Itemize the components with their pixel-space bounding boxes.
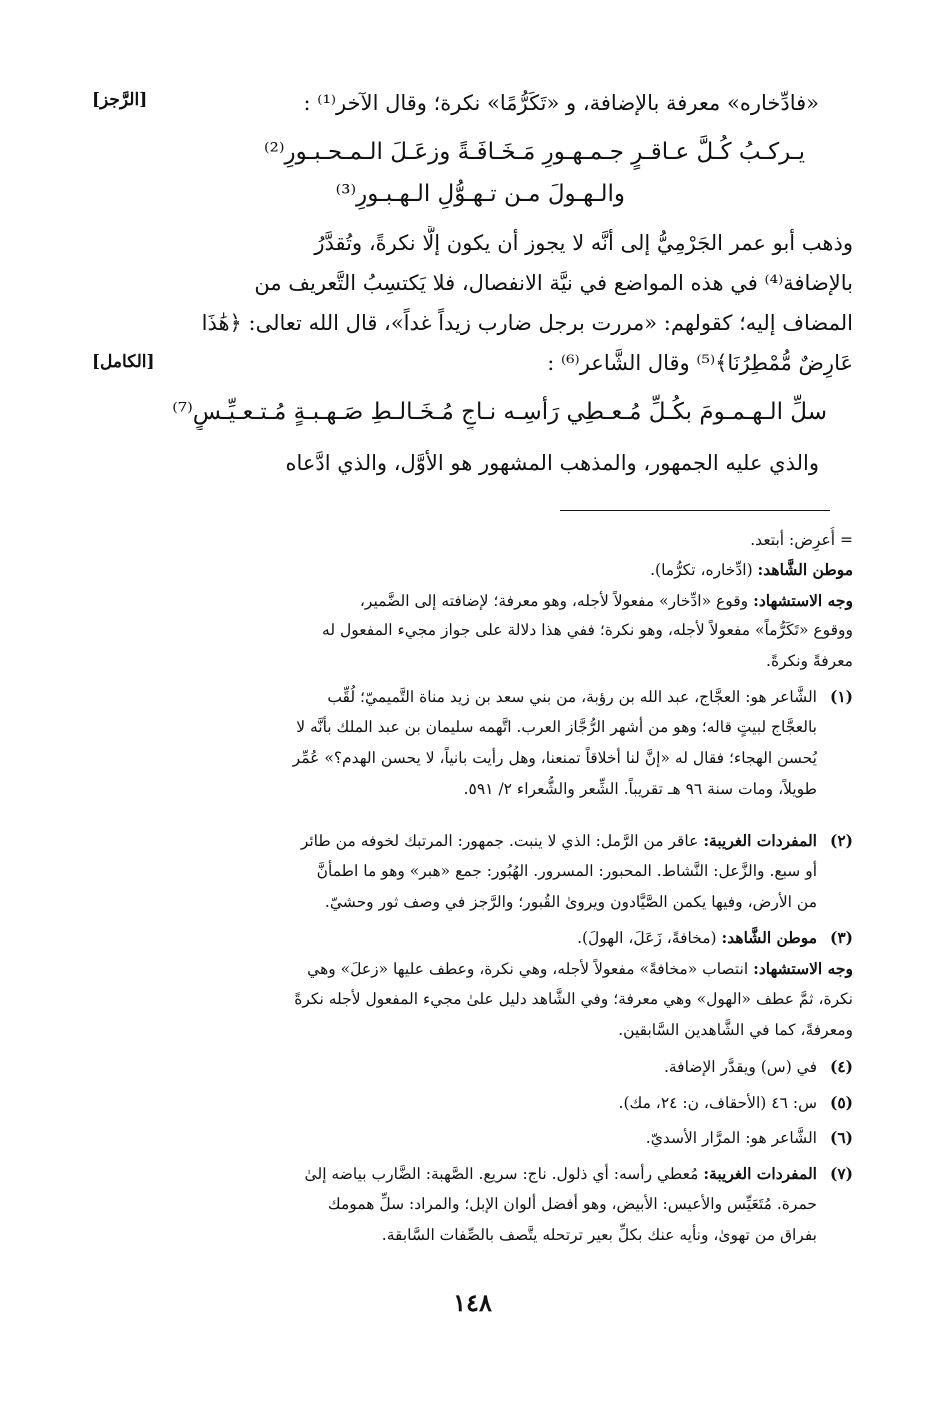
- footnote-text: انتصاب «مخافةً» مفعولاً لأجله، وهي نكرة، وعطف عليها «زعلَ» وهي: [307, 960, 754, 978]
- main-line-5: عَارِضٌ مُّمْطِرُنَا﴾⁽⁵⁾ وقال الشَّاعر⁽⁶⁾ :: [547, 351, 853, 375]
- footnote-text: س: ٤٦ (الأحقاف، ن: ٢٤، مك).: [618, 1094, 817, 1112]
- main-line-2: وذهب أبو عمر الجَرْمِيُّ إلى أنَّه لا يجوز أن يكون إلَّا نكرةً، وتُقدَّرُ: [314, 231, 853, 255]
- verse-line-2: والـهـولَ مـن تـهـوُّلِ الـهـبـورِ⁽³⁾: [335, 181, 625, 207]
- verse-line-1: يـركـبُ كُـلَّ عـاقـرٍ جـمـهـورِ مَـخَـافَـةً وزعَـلَ الـمـحـبـورِ⁽²⁾: [263, 139, 805, 165]
- footnote-text: مُعطي رأسه: أي ذلول. ناج: سريع. الصَّهبة: الضَّارب بياضه إلىٰ: [304, 1165, 704, 1183]
- footnote-text: الشَّاعر هو: العجَّاج، عبد الله بن رؤبة، من بني سعد بن زيد مناة التَّميميّ؛ لُقِّب: [327, 688, 817, 706]
- footnote-number: (٥): [829, 1093, 853, 1112]
- footnote-number: (٣): [829, 928, 853, 947]
- main-line-1: «فادِّخاره» معرفة بالإضافة، و «تَكَرُّمًا» نكرة؛ وقال الآخر⁽¹⁾ :: [303, 91, 819, 115]
- footnote-continuation-4: ووقوع «تَكَرُّماً» مفعولاً لأجله، وهو نكرة؛ ففي هذا دلالة على جواز مجيء المفعول له: [322, 621, 853, 639]
- footnote-7-line-1: [93, 1160, 853, 1189]
- footnote-number: (٦): [829, 1128, 853, 1147]
- footnote-2-line-1: [93, 827, 853, 856]
- footnote-6-line-1: [93, 1124, 853, 1153]
- footnote-1-line-4: طويلاً، ومات سنة ٩٦ هـ تقريباً. الشِّعر والشُّعراء ٢/ ٥٩١.: [463, 780, 817, 798]
- footnote-number: (٢): [829, 831, 853, 850]
- footnote-text: (مخافةً، زَعَلَ، الهولَ).: [577, 929, 722, 947]
- footnote-2-line-2: أو سبع. والزَّعل: النَّشاط. المحبور: المسرور. الهُبُور: جمع «هبر» وهو ما اطمأنَّ: [316, 862, 817, 880]
- meter-tag-rajaz: [الرَّجز]: [92, 90, 148, 110]
- verse-line-3: سلِّ الـهـمـومَ بكُـلِّ مُـعـطِي رَأسِـه نـاجٍ مُـخَـالـطِ صَـهـبـةٍ مُـتـعـيِّـسٍ⁽⁷⁾: [172, 399, 827, 425]
- footnote-3-line-3: نكرة، ثمَّ عطف «الهول» وهي معرفة؛ وفي الشَّاهد دليل علىٰ مجيء المفعول لأجله نكرةً: [294, 990, 853, 1008]
- footnote-2-line-3: من الأرض، وفيها يكمن الصَّيَّادون ويروىٰ القُبور؛ والرَّجز في وصف ثور وحشيّ.: [324, 893, 817, 911]
- footnote-1-line-1: [93, 683, 853, 712]
- meter-tag-kamil: [الكامل]: [92, 352, 155, 372]
- footnote-continuation-3: [93, 587, 853, 616]
- footnote-5-line-1: [93, 1089, 853, 1118]
- footnote-3-line-2: [93, 955, 853, 984]
- footnote-label: موطن الشَّاهد:: [721, 928, 817, 947]
- footnote-7-line-2: حمرة. مُتَعَيِّس والأعيس: الأبيض، وهو أفضل ألوان الإبل؛ والمراد: سلِّ همومك: [327, 1195, 817, 1213]
- footnote-number: (١): [829, 687, 853, 706]
- main-line-3: بالإضافة⁽⁴⁾ في هذه المواضع في نيَّة الانفصال، فلا يَكتسِبُ التَّعريف من: [254, 271, 853, 295]
- footnote-text: (ادِّخاره، تكرُّما).: [650, 561, 758, 579]
- footnote-4-line-1: [93, 1053, 853, 1082]
- footnote-label: وجه الاستشهاد:: [753, 959, 853, 978]
- footnote-3-line-1: [93, 924, 853, 953]
- footnote-7-line-3: بفراق من تهوىٰ، ونأيه عنك بكلِّ بعير ترتحله يتَّصف بالصِّفات السَّابقة.: [381, 1226, 817, 1244]
- footnote-continuation-2: [93, 556, 853, 585]
- footnote-3-line-4: ومعرفةً، كما في الشَّاهدين السَّابقين.: [618, 1021, 853, 1039]
- footnote-text: وقوع «ادِّخار» مفعولاً لأجله، وهو معرفة؛ لإضافته إلى الضَّمير،: [359, 592, 754, 610]
- footnote-1-line-3: يُحسن الهجاء؛ فقال له «إنَّ لنا أخلاقاً تمنعنا، وهل رأيت بانياً، لا يحسن الهدم؟» عُمِّر: [292, 749, 817, 767]
- footnote-1-line-2: بالعجَّاج لبيتٍ قاله؛ وهو من أشهر الرُّجَّاز العرب. اتَّهمه سليمان بن عبد الملك بأنَّه لا: [296, 718, 817, 736]
- footnote-label: موطن الشَّاهد:: [757, 560, 853, 579]
- footnote-number: (٤): [829, 1057, 853, 1076]
- page-number: ١٤٨: [453, 1288, 492, 1317]
- footnote-continuation-5: معرفةً ونكرةً.: [766, 652, 853, 670]
- footnote-text: عاقر من الرَّمل: الذي لا ينبت. جمهور: المرتبك لخوفه من طائر: [300, 832, 704, 850]
- footnote-label: المفردات الغريبة:: [703, 1164, 817, 1183]
- footnote-text: الشَّاعر هو: المرَّار الأسديّ.: [645, 1129, 817, 1147]
- footnote-text: في (س) ويقدَّر الإضافة.: [663, 1058, 817, 1076]
- footnote-label: المفردات الغريبة:: [703, 831, 817, 850]
- footnote-separator: [560, 510, 830, 511]
- main-line-6: والذي عليه الجمهور، والمذهب المشهور هو الأوَّل، والذي ادَّعاه: [285, 451, 819, 475]
- footnote-number: (٧): [829, 1164, 853, 1183]
- main-line-4: المضاف إليه؛ كقولهم: «مررت برجل ضارب زيداً غداً»، قال الله تعالى: ﴿هَٰذَا: [201, 311, 853, 335]
- footnote-continuation-1: = أُعرِض: أبتعد.: [750, 531, 853, 549]
- footnote-label: وجه الاستشهاد:: [753, 591, 853, 610]
